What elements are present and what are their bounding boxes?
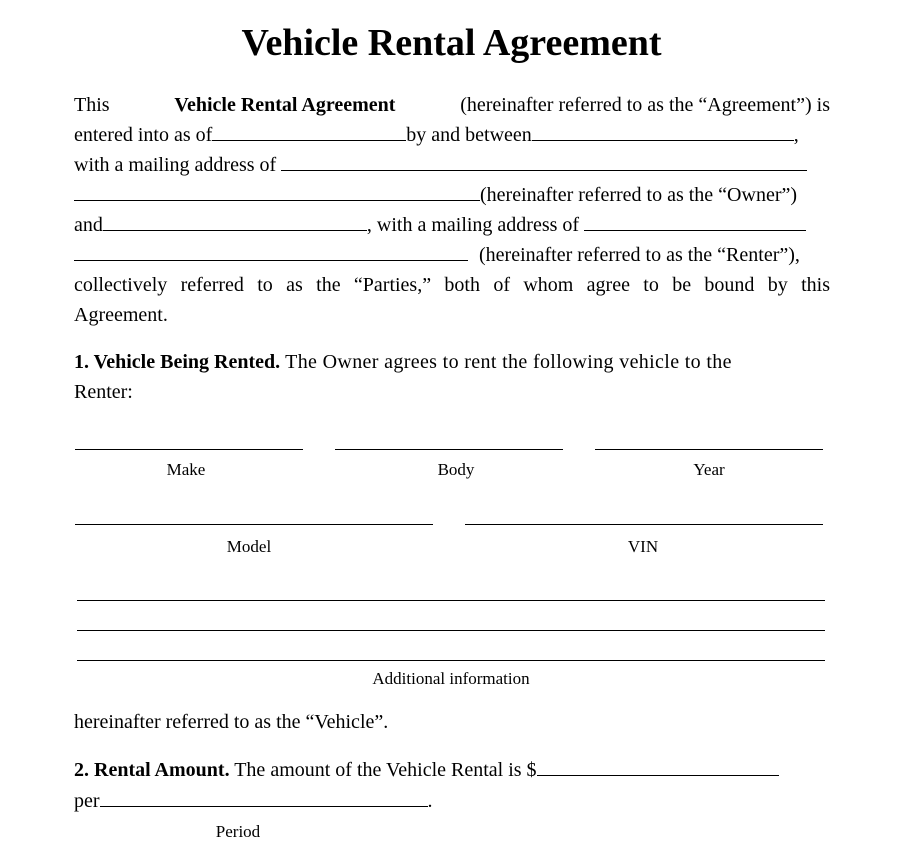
section2-per: per — [74, 790, 100, 812]
intro-line-8 — [74, 300, 830, 330]
intro-line-6 — [74, 240, 830, 270]
section1-line-2 — [74, 377, 830, 407]
body-blank[interactable] — [335, 449, 563, 450]
additional-info-blank-1[interactable] — [77, 600, 825, 601]
intro-hereinafter: (hereinafter referred to as the “Agreement”) is — [460, 94, 830, 116]
document-title: Vehicle Rental Agreement — [241, 22, 662, 64]
vin-label: VIN — [627, 537, 659, 556]
intro-renter-ref: (hereinafter referred to as the “Renter”), — [479, 244, 800, 266]
intro-line-1 — [74, 90, 830, 120]
intro-and: and — [74, 214, 103, 236]
intro-entered-into: entered into as of — [74, 124, 213, 146]
owner-address-blank-1[interactable] — [281, 150, 807, 171]
renter-address-blank-1[interactable] — [584, 210, 806, 231]
section2-text: The amount of the Vehicle Rental is $ — [234, 759, 537, 781]
section1-text-b: Renter: — [74, 381, 133, 403]
intro-agreement-name: Vehicle Rental Agreement — [174, 94, 396, 116]
additional-info-blank-3[interactable] — [77, 660, 825, 661]
intro-line-2 — [74, 120, 830, 150]
period-blank[interactable] — [100, 786, 428, 807]
intro-by-and-between: by and between — [406, 124, 532, 146]
rental-amount-blank[interactable] — [537, 755, 779, 776]
section1-text-a: The Owner agrees to rent the following vehicle to the — [285, 351, 732, 373]
intro-mailing-address-of: with a mailing address of — [74, 154, 277, 176]
section1-line-1 — [74, 347, 830, 377]
additional-info-blank-2[interactable] — [77, 630, 825, 631]
renter-name-blank[interactable] — [103, 210, 367, 231]
intro-comma: , — [793, 124, 799, 146]
model-label: Model — [226, 537, 272, 556]
section2-heading: 2. Rental Amount. — [74, 759, 230, 781]
intro-with-mailing-address: , with a mailing address of — [366, 214, 580, 236]
make-blank[interactable] — [75, 449, 303, 450]
intro-line-4 — [74, 180, 830, 210]
vin-blank[interactable] — [465, 524, 823, 525]
year-blank[interactable] — [595, 449, 823, 450]
intro-agreement-end: Agreement. — [74, 304, 168, 326]
section2-period-end: . — [427, 790, 433, 812]
section1-heading: 1. Vehicle Being Rented. — [74, 351, 281, 373]
model-blank[interactable] — [75, 524, 433, 525]
intro-collectively: collectively referred to as the “Parties,” both of whom agree to be bound by this — [74, 274, 830, 296]
owner-address-blank-2[interactable] — [74, 180, 480, 201]
make-label: Make — [166, 460, 206, 479]
section2-line-2 — [74, 786, 830, 816]
year-label: Year — [693, 460, 725, 479]
intro-owner-ref: (hereinafter referred to as the “Owner”) — [480, 184, 798, 206]
section2-line-1 — [74, 755, 830, 785]
intro-line-5 — [74, 210, 830, 240]
intro-line-7 — [74, 270, 830, 300]
body-label: Body — [437, 460, 475, 479]
renter-address-blank-2[interactable] — [74, 240, 468, 261]
intro-line-3 — [74, 150, 830, 180]
section1-vehicle-ref — [74, 707, 830, 737]
intro-this: This — [74, 94, 110, 116]
date-blank[interactable] — [212, 120, 406, 141]
additional-info-label: Additional information — [372, 669, 530, 688]
period-label: Period — [215, 822, 261, 841]
owner-name-blank[interactable] — [532, 120, 794, 141]
hereinafter-vehicle-text: hereinafter referred to as the “Vehicle”. — [74, 711, 389, 733]
